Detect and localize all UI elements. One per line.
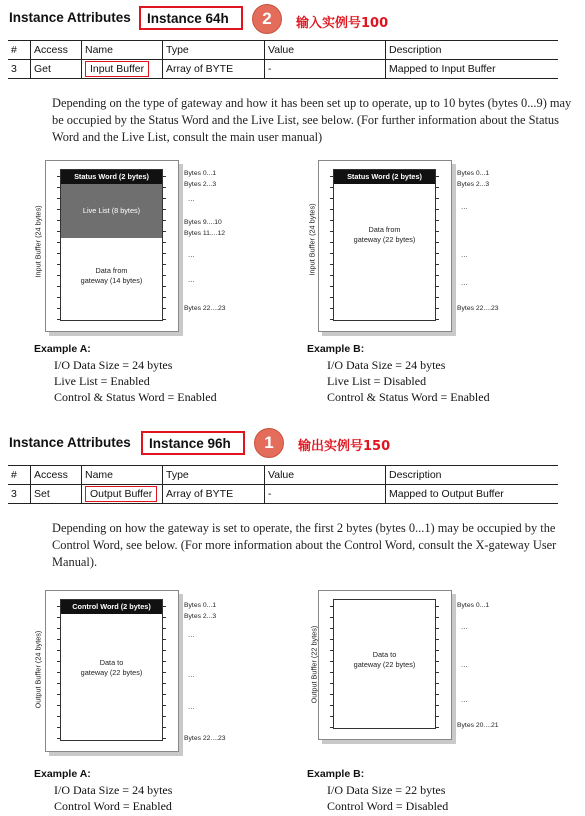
ellipsis: ...	[461, 278, 468, 287]
byte-tick	[330, 319, 333, 320]
byte-tick	[330, 242, 333, 243]
example-line: I/O Data Size = 22 bytes	[327, 783, 446, 797]
ellipsis: ...	[461, 202, 468, 211]
table-cell: Array of BYTE	[163, 60, 265, 79]
byte-tick	[163, 738, 166, 739]
byte-label: Bytes 0...1	[457, 170, 490, 177]
byte-tick	[436, 683, 439, 684]
byte-tick	[163, 694, 166, 695]
byte-tick	[330, 650, 333, 651]
example-a	[34, 766, 172, 814]
table-cell	[82, 60, 163, 79]
ellipsis: ...	[188, 275, 195, 284]
status-word-bar: Status Word (2 bytes)	[61, 170, 162, 184]
byte-tick	[163, 297, 166, 298]
buffer-diagram-a	[45, 590, 179, 752]
example-line: Control Word = Enabled	[54, 799, 172, 813]
ellipsis: ...	[461, 622, 468, 631]
byte-tick	[330, 297, 333, 298]
byte-tick	[436, 606, 439, 607]
data-text: gateway (22 bytes)	[353, 235, 416, 244]
byte-tick	[436, 253, 439, 254]
data-text: Data to	[99, 658, 124, 667]
byte-tick	[330, 617, 333, 618]
byte-tick	[57, 198, 60, 199]
byte-tick	[330, 308, 333, 309]
byte-tick	[330, 198, 333, 199]
byte-tick	[436, 209, 439, 210]
byte-tick	[163, 683, 166, 684]
ellipsis: ...	[461, 695, 468, 704]
byte-tick	[57, 672, 60, 673]
col-header: #	[8, 466, 31, 485]
byte-tick	[436, 661, 439, 662]
col-header: #	[8, 41, 31, 60]
byte-tick	[330, 683, 333, 684]
table-header-row	[8, 466, 558, 485]
byte-tick	[57, 275, 60, 276]
live-list-bar: Live List (8 bytes)	[61, 184, 162, 238]
description-paragraph: Depending on the type of gateway and how it has been set up to operate, up to 10 bytes (bytes 0...9) may be occupied by the Status Word and the Live List, see below. (For further information about the Status Word and the Live List, consult the main user manual)	[52, 96, 572, 144]
table-cell: 3	[8, 485, 31, 504]
byte-tick	[163, 628, 166, 629]
byte-tick	[163, 264, 166, 265]
byte-tick	[436, 187, 439, 188]
byte-tick	[330, 275, 333, 276]
byte-tick	[330, 253, 333, 254]
table-cell: 3	[8, 60, 31, 79]
ellipsis: ...	[461, 660, 468, 669]
data-text: gateway (14 bytes)	[80, 276, 143, 285]
byte-tick	[57, 683, 60, 684]
col-header: Name	[82, 41, 163, 60]
step-badge: 1	[254, 428, 284, 458]
instance-label: Instance 64h	[139, 6, 243, 30]
ellipsis: ...	[188, 194, 195, 203]
ellipsis: ...	[461, 250, 468, 259]
buffer-diagram-b	[318, 590, 452, 740]
byte-tick	[57, 176, 60, 177]
col-header: Access	[31, 41, 82, 60]
byte-tick	[57, 738, 60, 739]
byte-tick	[330, 705, 333, 706]
step-badge: 2	[252, 4, 282, 34]
byte-tick	[436, 264, 439, 265]
example-line: Control & Status Word = Enabled	[54, 390, 217, 404]
byte-tick	[163, 617, 166, 618]
byte-tick	[436, 716, 439, 717]
byte-tick	[436, 617, 439, 618]
byte-tick	[163, 275, 166, 276]
byte-tick	[436, 220, 439, 221]
byte-tick	[57, 650, 60, 651]
example-title: Example B:	[307, 343, 365, 355]
col-header: Value	[265, 466, 386, 485]
table-cell	[82, 485, 163, 504]
byte-tick	[163, 253, 166, 254]
byte-tick	[436, 628, 439, 629]
example-title: Example B:	[307, 768, 365, 780]
byte-tick	[330, 231, 333, 232]
byte-label: Bytes 22....23	[457, 305, 499, 312]
ellipsis: ...	[188, 250, 195, 259]
name-highlight: Output Buffer	[85, 486, 157, 502]
buffer-side-label: Output Buffer (22 bytes)	[309, 625, 319, 704]
table-cell: -	[265, 60, 386, 79]
byte-tick	[163, 286, 166, 287]
buffer-diagram-a	[45, 160, 179, 332]
byte-tick	[163, 198, 166, 199]
byte-label: Bytes 20....21	[457, 722, 499, 729]
byte-tick	[436, 275, 439, 276]
example-title: Example A:	[34, 343, 91, 355]
example-line: I/O Data Size = 24 bytes	[54, 358, 173, 372]
byte-tick	[330, 187, 333, 188]
byte-tick	[163, 661, 166, 662]
byte-tick	[163, 308, 166, 309]
example-line: I/O Data Size = 24 bytes	[327, 358, 446, 372]
data-text: gateway (22 bytes)	[80, 668, 143, 677]
byte-tick	[57, 209, 60, 210]
byte-label: Bytes 2...3	[457, 181, 490, 188]
byte-tick	[436, 672, 439, 673]
byte-tick	[163, 716, 166, 717]
section-heading: Instance Attributes	[9, 10, 131, 25]
buffer-side-label: Output Buffer (24 bytes)	[33, 630, 43, 709]
table-header-row	[8, 41, 558, 60]
table-cell: Array of BYTE	[163, 485, 265, 504]
byte-tick	[57, 705, 60, 706]
control-word-bar: Control Word (2 bytes)	[61, 600, 162, 614]
annotation-text: 输入实例号100	[296, 16, 389, 31]
col-header: Type	[163, 466, 265, 485]
attribute-table	[8, 465, 558, 504]
byte-tick	[57, 606, 60, 607]
byte-tick	[57, 253, 60, 254]
table-row	[8, 60, 558, 79]
byte-tick	[57, 264, 60, 265]
byte-tick	[57, 286, 60, 287]
byte-tick	[436, 242, 439, 243]
example-b	[307, 766, 448, 814]
byte-tick	[57, 694, 60, 695]
buffer-diagram-b	[318, 160, 452, 332]
byte-tick	[330, 286, 333, 287]
data-text: Data from	[95, 266, 128, 275]
byte-tick	[57, 319, 60, 320]
byte-label: Bytes 0...1	[457, 602, 490, 609]
byte-tick	[163, 650, 166, 651]
data-text: Data from	[368, 225, 401, 234]
description-paragraph: Depending on how the gateway is set to operate, the first 2 bytes (bytes 0...1) may be occupied by the Control Word, see below. (For more information about the Control Word, consult the X-gateway User Manual).	[52, 521, 557, 569]
byte-label: Bytes 2...3	[184, 613, 217, 620]
byte-tick	[57, 308, 60, 309]
byte-tick	[436, 231, 439, 232]
byte-label: Bytes 0...1	[184, 602, 217, 609]
table-cell: -	[265, 485, 386, 504]
col-header: Access	[31, 466, 82, 485]
byte-tick	[57, 220, 60, 221]
byte-tick	[330, 628, 333, 629]
byte-tick	[57, 187, 60, 188]
byte-tick	[163, 319, 166, 320]
byte-tick	[163, 727, 166, 728]
byte-tick	[163, 176, 166, 177]
buffer-side-label: Input Buffer (24 bytes)	[307, 203, 317, 276]
byte-tick	[436, 650, 439, 651]
ellipsis: ...	[188, 630, 195, 639]
byte-tick	[163, 639, 166, 640]
byte-tick	[436, 297, 439, 298]
byte-tick	[57, 242, 60, 243]
example-b	[307, 341, 490, 405]
byte-tick	[57, 716, 60, 717]
byte-tick	[163, 606, 166, 607]
col-header: Description	[386, 41, 559, 60]
col-header: Value	[265, 41, 386, 60]
byte-tick	[163, 231, 166, 232]
byte-tick	[436, 705, 439, 706]
col-header: Name	[82, 466, 163, 485]
byte-label: Bytes 22....23	[184, 305, 226, 312]
buffer-side-label: Input Buffer (24 bytes)	[33, 205, 43, 278]
byte-tick	[57, 628, 60, 629]
byte-tick	[330, 639, 333, 640]
example-line: Live List = Enabled	[54, 374, 150, 388]
byte-tick	[163, 187, 166, 188]
status-word-bar: Status Word (2 bytes)	[334, 170, 435, 184]
byte-tick	[436, 694, 439, 695]
byte-tick	[163, 705, 166, 706]
table-cell: Mapped to Output Buffer	[386, 485, 559, 504]
byte-tick	[163, 672, 166, 673]
col-header: Type	[163, 41, 265, 60]
byte-tick	[330, 220, 333, 221]
byte-label: Bytes 2...3	[184, 181, 217, 188]
byte-tick	[57, 297, 60, 298]
byte-tick	[57, 231, 60, 232]
byte-tick	[436, 639, 439, 640]
byte-tick	[436, 727, 439, 728]
byte-label: Bytes 0...1	[184, 170, 217, 177]
byte-tick	[330, 606, 333, 607]
example-line: Control Word = Disabled	[327, 799, 449, 813]
data-text: Data to	[372, 650, 397, 659]
table-cell: Get	[31, 60, 82, 79]
byte-tick	[330, 727, 333, 728]
byte-tick	[330, 264, 333, 265]
instance-label: Instance 96h	[141, 431, 245, 455]
byte-tick	[57, 727, 60, 728]
name-highlight: Input Buffer	[85, 61, 149, 77]
table-cell: Mapped to Input Buffer	[386, 60, 559, 79]
table-row	[8, 485, 558, 504]
byte-tick	[330, 176, 333, 177]
byte-tick	[163, 242, 166, 243]
byte-label: Bytes 11....12	[184, 230, 226, 237]
byte-tick	[163, 209, 166, 210]
data-text: gateway (22 bytes)	[353, 660, 416, 669]
annotation-text: 输出实例号150	[298, 439, 391, 454]
byte-tick	[57, 639, 60, 640]
example-a	[34, 341, 217, 405]
byte-tick	[57, 661, 60, 662]
byte-tick	[330, 209, 333, 210]
byte-tick	[436, 308, 439, 309]
example-title: Example A:	[34, 768, 91, 780]
ellipsis: ...	[188, 670, 195, 679]
col-header: Description	[386, 466, 559, 485]
byte-tick	[330, 716, 333, 717]
byte-tick	[330, 694, 333, 695]
example-line: Live List = Disabled	[327, 374, 427, 388]
byte-label: Bytes 9....10	[184, 219, 222, 226]
byte-tick	[436, 198, 439, 199]
byte-label: Bytes 22....23	[184, 735, 226, 742]
table-cell: Set	[31, 485, 82, 504]
byte-tick	[330, 672, 333, 673]
example-line: I/O Data Size = 24 bytes	[54, 783, 173, 797]
byte-tick	[57, 617, 60, 618]
byte-tick	[330, 661, 333, 662]
byte-tick	[163, 220, 166, 221]
section-heading: Instance Attributes	[9, 435, 131, 450]
attribute-table	[8, 40, 558, 79]
ellipsis: ...	[188, 702, 195, 711]
example-line: Control & Status Word = Enabled	[327, 390, 490, 404]
byte-tick	[436, 286, 439, 287]
byte-tick	[436, 319, 439, 320]
byte-tick	[436, 176, 439, 177]
